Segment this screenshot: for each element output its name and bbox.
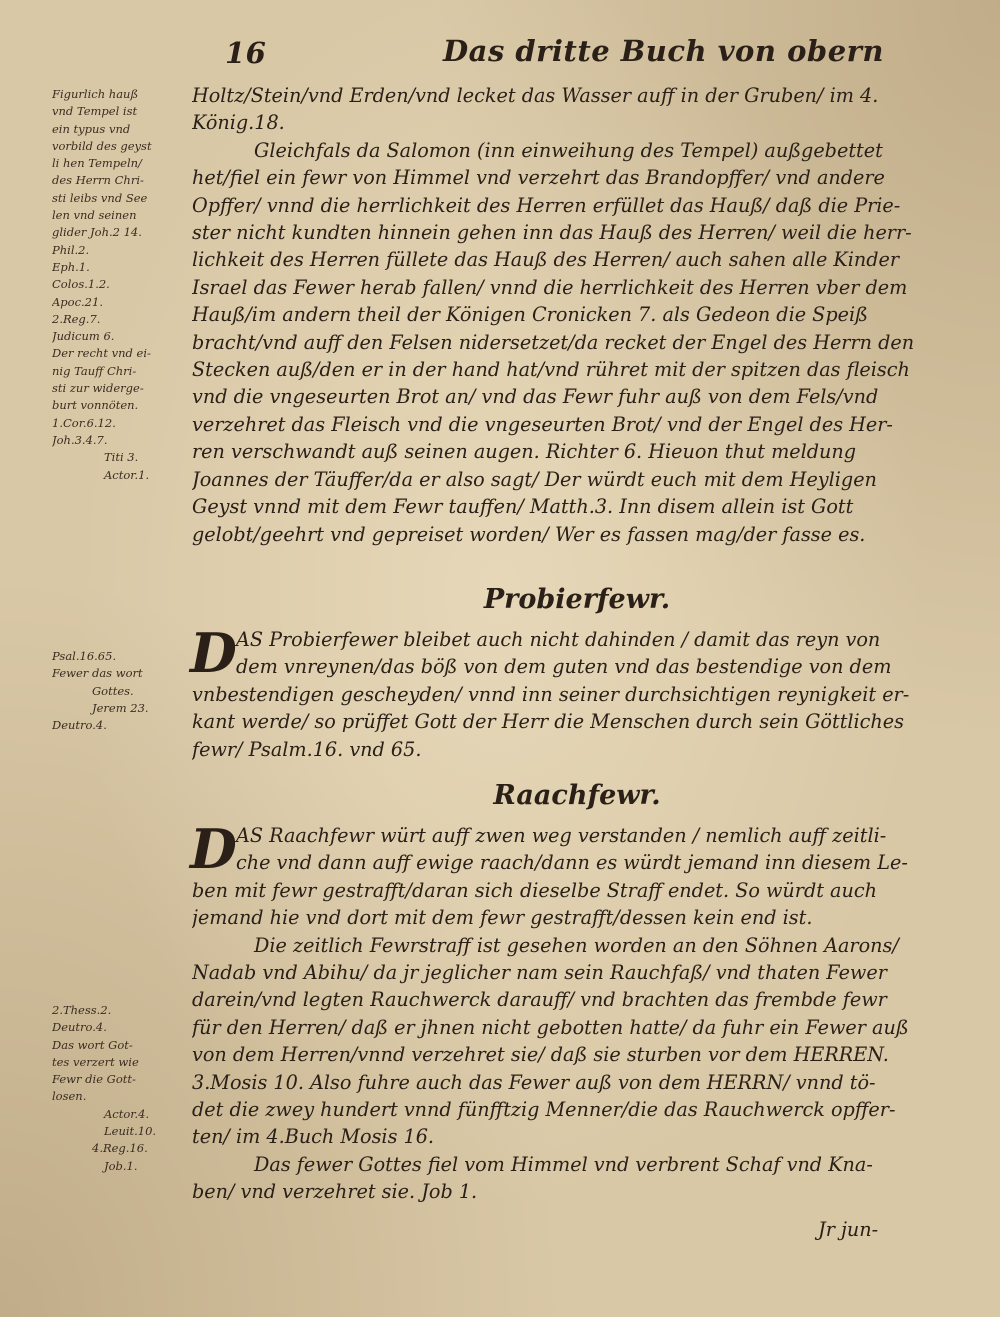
text-line: dem vnreynen/das böß von dem guten vnd das bestendige von dem	[236, 655, 892, 679]
margin-note: sti zur widerge-	[52, 381, 144, 396]
margin-note: Leuit.10.	[104, 1124, 157, 1139]
margin-note: Das wort Got-	[52, 1037, 133, 1052]
margin-note: Joh.3.4.7.	[52, 432, 108, 447]
margin-note: des Herrn Chri-	[52, 173, 144, 188]
margin-note: Phil.2.	[52, 242, 90, 257]
margin-note: Psal.16.65.	[52, 649, 117, 663]
margin-note: li hen Tempeln/	[52, 156, 142, 171]
margin-note: Colos.1.2.	[52, 277, 110, 292]
text-line: vnd die vngeseurten Brot an/ vnd das Fewr fuhr auß von dem Fels/vnd	[192, 385, 879, 409]
text-line: vnbestendigen gescheyden/ vnnd inn seiner durchsichtigen reynigkeit er-	[192, 682, 910, 706]
margin-note: Deutro.4.	[52, 718, 107, 733]
margin-note: nig Tauff Chri-	[52, 363, 137, 378]
text-line: het/fiel ein fewr von Himmel vnd verzehrt das Brandopffer/ vnd andere	[192, 166, 885, 190]
catchword: Jr jun-	[818, 1218, 879, 1241]
text-line: ster nicht kundten hinnein gehen inn das Hauß des Herren/ weil die herr-	[192, 221, 912, 245]
margin-note: tes verzert wie	[52, 1054, 139, 1069]
text-line: Hauß/im andern theil der Königen Cronicken 7. als Gedeon die Speiß	[192, 303, 868, 327]
text-line: von dem Herren/vnnd verzehret sie/ daß sie sturben vor dem HERREN.	[192, 1043, 889, 1067]
section-probierfewr-text	[190, 621, 962, 763]
margin-note: Gottes.	[92, 683, 134, 698]
text-line: kant werde/ so prüffet Gott der Herr die Menschen durch sein Göttliches	[192, 710, 904, 734]
text-line: Das fewer Gottes fiel vom Himmel vnd verbrent Schaf vnd Kna-	[254, 1152, 873, 1176]
text-line: Stecken auß/den er in der hand hat/vnd rühret mit der spitzen das fleisch	[192, 358, 910, 382]
section-heading-probierfewr: Probierfewr.	[483, 584, 671, 615]
margin-note: glider Joh.2 14.	[52, 225, 142, 240]
text-line: darein/vnd legten Rauchwerck darauff/ vnd brachten das frembde fewr	[192, 988, 887, 1012]
margin-note: Fewer das wort	[52, 666, 143, 681]
margin-note: Eph.1.	[52, 259, 90, 274]
text-line: ren verschwandt auß seinen augen. Richter 6. Hieuon thut meldung	[192, 440, 857, 464]
margin-note: Deutro.4.	[52, 1020, 107, 1035]
text-line: gelobt/geehrt vnd gepreiset worden/ Wer es fassen mag/der fasse es.	[192, 522, 866, 546]
margin-note: losen.	[52, 1089, 87, 1104]
margin-note: ein typus vnd	[52, 121, 131, 136]
margin-notes-2	[52, 648, 184, 734]
margin-note: Figurlich hauß	[52, 87, 139, 101]
margin-note: len vnd seinen	[52, 208, 137, 223]
margin-note: Fewr die Gott-	[52, 1072, 136, 1087]
text-line: bracht/vnd auff den Felsen nidersetzet/da recket der Engel des Herrn den	[192, 330, 915, 354]
body-text-top	[192, 82, 962, 548]
text-line: ben mit fewr gestrafft/daran sich dieselbe Straff endet. So würdt auch	[192, 878, 877, 902]
text-line: Gleichfals da Salomon (inn einweihung des Tempel) außgebettet	[254, 138, 883, 162]
margin-note: 1.Cor.6.12.	[52, 415, 116, 430]
text-line: Die zeitlich Fewrstraff ist gesehen worden an den Söhnen Aarons/	[254, 933, 899, 957]
margin-note: 2.Thess.2.	[52, 1003, 112, 1017]
text-line: Geyst vnnd mit dem Fewr tauffen/ Matth.3. Inn disem allein ist Gott	[192, 495, 854, 519]
drop-cap: D	[190, 817, 237, 881]
text-line: AS Probierfewer bleibet auch nicht dahinden / damit das reyn von	[236, 628, 881, 651]
text-line: ten/ im 4.Buch Mosis 16.	[192, 1125, 435, 1149]
text-line: det die zwey hundert vnnd fünfftzig Menner/die das Rauchwerck opffer-	[192, 1098, 896, 1122]
text-line: für den Herren/ daß er jhnen nicht gebotten hatte/ da fuhr ein Fewer auß	[192, 1015, 909, 1039]
text-line: Nadab vnd Abihu/ da jr jeglicher nam sein Rauchfaß/ vnd thaten Fewer	[192, 961, 887, 985]
margin-note: 2.Reg.7.	[52, 311, 101, 326]
margin-note: 4.Reg.16.	[92, 1141, 148, 1156]
text-line: Joannes der Täuffer/da er also sagt/ Der würdt euch mit dem Heyligen	[192, 467, 877, 491]
text-line: che vnd dann auff ewige raach/dann es würdt jemand inn diesem Le-	[236, 851, 908, 875]
text-line: Holtz/Stein/vnd Erden/vnd lecket das Wasser auff in der Gruben/ im 4.	[192, 84, 879, 107]
section-raachfewr-text	[190, 817, 962, 1206]
margin-note: Apoc.21.	[52, 294, 103, 309]
text-line: jemand hie vnd dort mit dem fewr gestrafft/dessen kein end ist.	[192, 906, 813, 930]
margin-notes-3	[52, 1002, 184, 1175]
margin-notes-1	[52, 86, 184, 484]
text-line: fewr/ Psalm.16. vnd 65.	[192, 737, 422, 761]
text-line: 3.Mosis 10. Also fuhre auch das Fewer auß von dem HERRN/ vnnd tö-	[192, 1070, 876, 1094]
text-line: lichkeit des Herren füllete das Hauß des Herren/ auch sahen alle Kinder	[192, 248, 900, 272]
text-line: König.18.	[192, 111, 285, 135]
text-line: ben/ vnd verzehret sie. Job 1.	[192, 1180, 478, 1204]
margin-note: sti leibs vnd See	[52, 190, 148, 205]
text-line: Israel das Fewer herab fallen/ vnnd die herrlichkeit des Herren vber dem	[192, 275, 908, 299]
margin-note: Actor.1.	[104, 467, 150, 482]
text-line: AS Raachfewr würt auff zwen weg verstanden / nemlich auff zeitli-	[236, 824, 887, 847]
section-heading-raachfewr: Raachfewr.	[493, 780, 661, 811]
margin-note: vorbild des geyst	[52, 138, 152, 153]
margin-note: Job.1.	[104, 1158, 138, 1173]
text-line: Opffer/ vnnd die herrlichkeit des Herren erfüllet das Hauß/ daß die Prie-	[192, 193, 901, 217]
running-title: Das dritte Buch von obern	[443, 34, 885, 68]
margin-note: vnd Tempel ist	[52, 104, 138, 119]
margin-note: Actor.4.	[104, 1106, 150, 1121]
page-number: 16	[225, 36, 267, 70]
running-header	[225, 30, 885, 74]
drop-cap: D	[190, 621, 237, 685]
margin-note: burt vonnöten.	[52, 398, 139, 413]
margin-note: Der recht vnd ei-	[52, 346, 151, 361]
text-line: verzehret das Fleisch vnd die vngeseurten Brot/ vnd der Engel des Her-	[192, 412, 893, 436]
margin-note: Judicum 6.	[52, 329, 115, 344]
margin-note: Titi 3.	[104, 450, 139, 465]
margin-note: Jerem 23.	[92, 700, 149, 715]
